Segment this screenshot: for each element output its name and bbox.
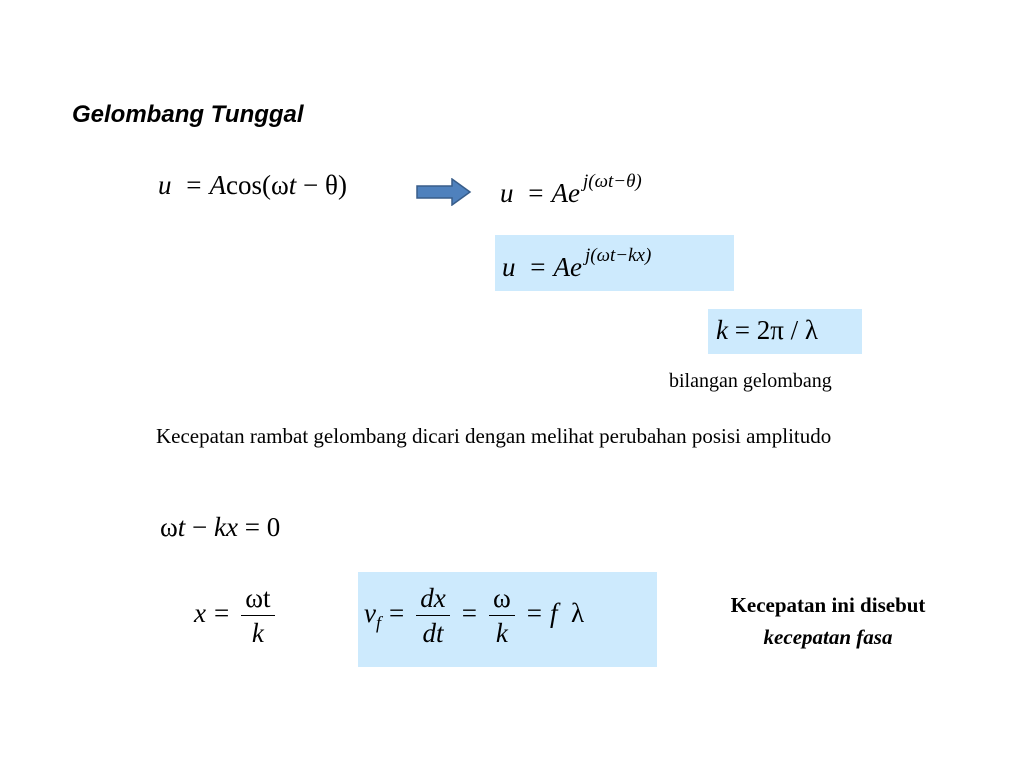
eq7-equals-2: =	[461, 598, 477, 629]
eq7-equals-1: =	[389, 598, 405, 629]
phase-velocity-note	[680, 589, 976, 653]
eq7-denominator-2: k	[495, 618, 508, 649]
eq1-theta: θ	[325, 170, 338, 200]
equation-phase-velocity	[364, 584, 584, 648]
eq1-minus: −	[296, 170, 325, 200]
eq1-omega: ω	[270, 170, 289, 200]
eq1-t: t	[288, 170, 297, 200]
eq7-v: v	[364, 598, 376, 629]
explanation-paragraph: Kecepatan rambat gelombang dicari dengan melihat perubahan posisi amplitudo	[156, 424, 832, 448]
eq7-equals-3: =	[526, 598, 542, 629]
eq1-close: )	[337, 170, 347, 200]
eq4-lhs: k	[716, 315, 728, 345]
eq6-equals: =	[213, 598, 230, 629]
equation-exponential-theta	[500, 171, 642, 208]
equation-wave-number	[716, 317, 818, 344]
eq3-lhs: u	[502, 252, 516, 282]
eq7-numerator-1: dx	[416, 584, 449, 616]
equation-cosine-form	[158, 172, 347, 199]
eq6-lhs: x	[194, 598, 206, 629]
eq5-kx: kx	[214, 512, 238, 542]
eq7-f: f	[549, 598, 558, 629]
eq6-denominator: k	[251, 618, 264, 649]
note-line-2: kecepatan fasa	[763, 625, 893, 649]
equation-position	[194, 584, 279, 648]
eq1-equals: =	[186, 170, 202, 200]
eq2-exponent: j(ωt−θ)	[582, 171, 642, 192]
note-line-1: Kecepatan ini disebut	[730, 593, 926, 617]
right-arrow-icon	[416, 178, 472, 206]
eq7-subscript: f	[375, 612, 381, 633]
eq7-numerator-2: ω	[489, 584, 515, 616]
eq7-fraction-2	[489, 584, 515, 648]
eq5-omega: ω	[160, 512, 178, 542]
eq1-lhs: u	[158, 170, 172, 200]
eq1-cos: cos(	[225, 170, 271, 200]
eq1-amplitude: A	[209, 170, 226, 200]
eq7-denominator-1: dt	[422, 618, 444, 649]
eq3-equals: =	[530, 252, 546, 282]
wave-number-label: bilangan gelombang	[669, 370, 832, 392]
eq7-lambda: λ	[570, 598, 585, 629]
eq6-fraction	[241, 584, 274, 648]
eq3-base: Ae	[553, 252, 582, 282]
eq5-rest: = 0	[238, 512, 281, 542]
equation-phase-constant	[160, 514, 280, 541]
eq5-minus: −	[185, 512, 215, 542]
eq2-lhs: u	[500, 178, 514, 208]
eq6-numerator: ωt	[241, 584, 274, 616]
equation-exponential-kx	[502, 245, 652, 282]
eq3-exponent: j(ωt−kx)	[584, 245, 652, 266]
slide-title: Gelombang Tunggal	[72, 101, 304, 128]
eq4-rhs: = 2π / λ	[734, 315, 818, 345]
eq5-t: t	[177, 512, 186, 542]
eq2-equals: =	[528, 178, 544, 208]
eq2-base: Ae	[551, 178, 580, 208]
eq7-fraction-1	[416, 584, 449, 648]
